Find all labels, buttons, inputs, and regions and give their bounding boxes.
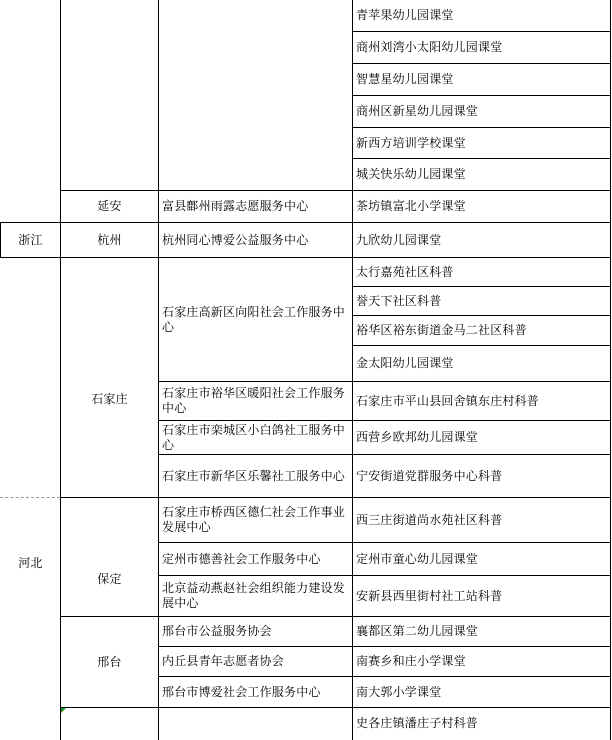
table-cell-city: 杭州: [97, 232, 122, 247]
table-cell-site: 宁安街道党群服务中心科普: [356, 468, 503, 483]
table-cell-org: 石家庄高新区向阳社会工作服务中心: [162, 304, 346, 334]
table-cell-org: 邢台市博爱社会工作服务中心: [162, 684, 321, 699]
table-cell-site: 南赛乡和庄小学课堂: [356, 654, 466, 668]
comment-marker-icon: [61, 708, 66, 713]
table-cell-org: 富县鄜州雨露志愿服务中心: [162, 199, 309, 213]
table-cell-org: 石家庄市新华区乐馨社工服务中心: [162, 468, 346, 483]
table-cell-org: 杭州同心博爱公益服务中心: [162, 232, 309, 247]
table-cell-site: 安新县西里街村社工站科普: [356, 588, 503, 603]
table-cell-org: 内丘县青年志愿者协会: [162, 654, 285, 668]
table-cell-site: 襄都区第二幼儿园课堂: [356, 624, 479, 638]
table-cell-site: 青苹果幼儿园课堂: [356, 8, 454, 22]
table-cell-site: 商州刘湾小太阳幼儿园课堂: [356, 40, 503, 54]
table-cell-city: 石家庄: [91, 391, 128, 406]
table-cell-org: 邢台市公益服务协会: [162, 624, 272, 638]
table-cell-province: 浙江: [18, 232, 43, 247]
table-cell-site: 城关快乐幼儿园课堂: [356, 167, 466, 181]
table-cell-site: 商州区新星幼儿园课堂: [356, 104, 479, 118]
table-cell-site: 石家庄市平山县回舍镇东庄村科普: [356, 393, 540, 408]
table-cell-site: 九欣幼儿园课堂: [356, 232, 442, 247]
table-cell-site: 南大郭小学课堂: [356, 684, 442, 699]
grid-line: [610, 0, 611, 740]
table-cell-site: 金太阳幼儿园课堂: [356, 356, 454, 370]
table-cell-org: 定州市德善社会工作服务中心: [162, 551, 321, 566]
table-cell-org: 北京益动燕赵社会组织能力建设发展中心: [162, 581, 346, 610]
table-cell-site: 茶坊镇富北小学课堂: [356, 199, 466, 213]
table-cell-city: 延安: [97, 199, 122, 213]
table-cell-site: 誉天下社区科普: [356, 293, 442, 308]
table-cell-site: 史各庄镇潘庄子村科普: [356, 715, 479, 730]
table-cell-org: 石家庄市栾城区小白鸽社工服务中心: [162, 422, 346, 452]
table-cell-city: 保定: [97, 572, 122, 586]
table-cell-site: 西三庄街道尚水苑社区科普: [356, 512, 503, 527]
table-cell-site: 智慧星幼儿园课堂: [356, 72, 454, 86]
table-cell-org: 石家庄市桥西区德仁社会工作事业发展中心: [162, 505, 346, 534]
table-cell-org: 石家庄市裕华区暖阳社会工作服务中心: [162, 386, 346, 415]
table-cell-city: 邢台: [97, 654, 122, 669]
table-cell-site: 新西方培训学校课堂: [356, 135, 466, 150]
table-cell-province: 河北: [18, 555, 43, 570]
table-cell-site: 太行嘉苑社区科普: [356, 264, 454, 279]
table-cell-site: 定州市童心幼儿园课堂: [356, 551, 479, 566]
table-cell-site: 西营乡欧邦幼儿园课堂: [356, 430, 479, 444]
table-cell-site: 裕华区裕东街道金马二社区科普: [356, 323, 527, 337]
